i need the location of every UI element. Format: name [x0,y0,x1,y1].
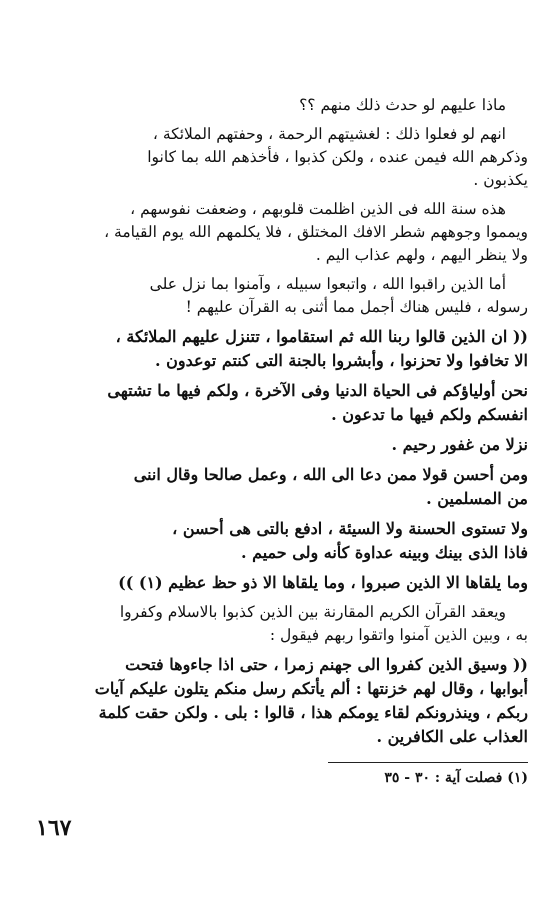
quran-quote-paragraph [18,653,528,749]
paragraph [18,198,528,267]
paragraph [18,94,528,117]
text-line: هذه سنة الله فى الذين اظلمت قلوبهم ، وضعفت نفوسهم ، [130,200,506,218]
quran-quote-paragraph [18,571,528,595]
body-text [18,94,528,755]
text-line: انفسكم ولكم فيها ما تدعون . [331,405,528,424]
text-line: الا تخافوا ولا تحزنوا ، وأبشروا بالجنة التى كنتم توعدون . [154,351,528,370]
text-line: ولا ينظر اليهم ، ولهم عذاب اليم . [315,246,528,264]
text-line: نزلا من غفور رحيم . [391,435,528,454]
paragraph [18,273,528,319]
text-line: انهم لو فعلوا ذلك : لغشيتهم الرحمة ، وحفتهم الملائكة ، [152,125,506,143]
quran-quote-paragraph [18,517,528,565]
footnote: (١) فصلت آية : ٣٠ - ٣٥ [384,770,528,786]
text-line: به ، وبين الذين آمنوا واتقوا ربهم فيقول : [269,626,528,644]
quran-quote-paragraph [18,463,528,511]
page-number: ١٦٧ [36,815,72,841]
text-line: من المسلمين . [426,489,528,508]
text-line: وذكرهم الله فيمن عنده ، ولكن كذبوا ، فأخذهم الله بما كانوا [147,148,528,166]
paragraph [18,601,528,647]
text-line: أما الذين راقبوا الله ، واتبعوا سبيله ، وآمنوا بما نزل على [149,275,506,293]
text-line: ومن أحسن قولا ممن دعا الى الله ، وعمل صالحا وقال اننى [133,465,528,484]
text-line: ويمموا وجوههم شطر الافك المختلق ، فلا يكلمهم الله يوم القيامة ، [104,223,528,241]
paragraph [18,123,528,192]
footnote-divider [328,762,528,763]
text-line: ولا تستوى الحسنة ولا السيئة ، ادفع بالتى هى أحسن ، [172,519,528,538]
text-line: (( وسيق الذين كفروا الى جهنم زمرا ، حتى اذا جاءوها فتحت [125,655,528,674]
quran-quote-paragraph [18,325,528,373]
text-line: وما يلقاها الا الذين صبروا ، وما يلقاها الا ذو حظ عظيم (١) )) [118,573,528,592]
text-line: أبوابها ، وقال لهم خزنتها : ألم يأتكم رسل منكم يتلون عليكم آيات [94,679,528,698]
text-line: ويعقد القرآن الكريم المقارنة بين الذين كذبوا بالاسلام وكفروا [119,603,506,621]
text-line: رسوله ، فليس هناك أجمل مما أثنى به القرآن عليهم ! [185,298,528,316]
text-line: ماذا عليهم لو حدث ذلك منهم ؟؟ [299,96,506,114]
text-line: (( ان الذين قالوا ربنا الله ثم استقاموا ، تتنزل عليهم الملائكة ، [115,327,528,346]
text-line: نحن أولياؤكم فى الحياة الدنيا وفى الآخرة ، ولكم فيها ما تشتهى [107,381,528,400]
quran-quote-paragraph [18,379,528,427]
text-line: العذاب على الكافرين . [376,727,528,746]
text-line: فاذا الذى بينك وبينه عداوة كأنه ولى حميم . [240,543,528,562]
text-line: يكذبون . [473,171,528,189]
quran-quote-paragraph [18,433,528,457]
text-line: ربكم ، وينذرونكم لقاء يومكم هذا ، قالوا : بلى . ولكن حقت كلمة [98,703,528,722]
